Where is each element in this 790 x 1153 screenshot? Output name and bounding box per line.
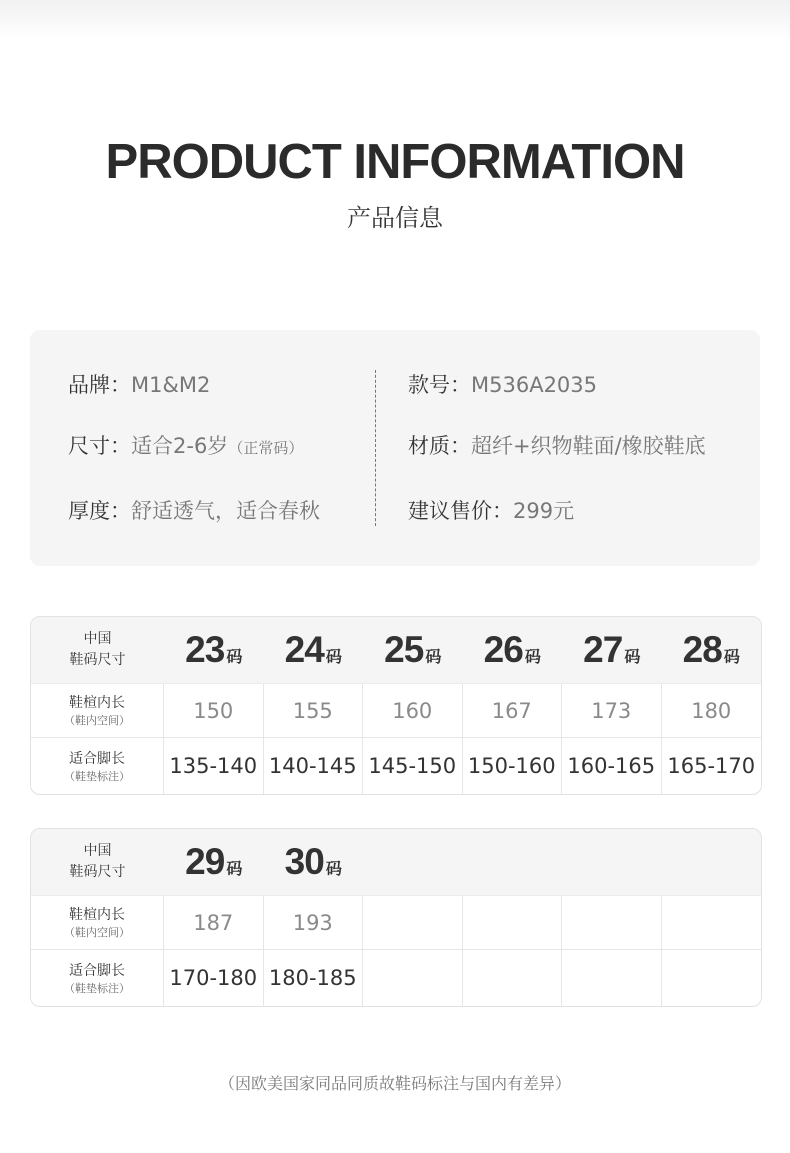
size-unit: 码 bbox=[325, 646, 342, 666]
empty-header-cell bbox=[463, 829, 563, 896]
brand-label: 品牌： bbox=[68, 373, 131, 397]
empty-cell bbox=[463, 896, 563, 950]
inner-length-value: 187 bbox=[193, 910, 234, 935]
inner-length-cell bbox=[264, 896, 364, 950]
foot-length-cell bbox=[363, 738, 463, 794]
page-subtitle: 产品信息 bbox=[347, 204, 443, 232]
size-header-cell bbox=[662, 617, 762, 684]
product-info-card bbox=[30, 330, 760, 566]
size-note: （正常码） bbox=[228, 439, 304, 457]
material-label: 材质： bbox=[408, 434, 471, 458]
model-label: 款号： bbox=[408, 373, 471, 397]
header-label-cell bbox=[31, 617, 164, 684]
empty-cell bbox=[562, 950, 662, 1006]
header-label-line2: 鞋码尺寸 bbox=[69, 652, 126, 668]
size-header-cell bbox=[164, 617, 264, 684]
foot-length-label-cell bbox=[31, 950, 164, 1006]
size-unit: 码 bbox=[624, 646, 641, 666]
inner-length-label: 鞋楦内长 bbox=[69, 695, 125, 711]
size-unit: 码 bbox=[524, 646, 541, 666]
top-shade bbox=[0, 0, 790, 40]
size-header-cell bbox=[264, 617, 364, 684]
inner-length-cell bbox=[264, 684, 364, 738]
footnote: （因欧美国家同品同质故鞋码标注与国内有差异） bbox=[218, 1074, 571, 1093]
size-row bbox=[68, 431, 303, 463]
inner-length-value: 150 bbox=[193, 698, 234, 723]
inner-length-label: 鞋楦内长 bbox=[69, 907, 125, 923]
foot-length-value: 150-160 bbox=[467, 754, 556, 778]
empty-cell bbox=[363, 896, 463, 950]
foot-length-cell bbox=[562, 738, 662, 794]
inner-length-cell bbox=[363, 684, 463, 738]
header-label-line1: 中国 bbox=[83, 631, 112, 647]
price-label: 建议售价： bbox=[408, 499, 513, 523]
inner-length-cell bbox=[164, 684, 264, 738]
size-unit: 码 bbox=[226, 646, 243, 666]
header-label-line2: 鞋码尺寸 bbox=[69, 864, 126, 880]
foot-length-label: 适合脚长 bbox=[69, 962, 125, 979]
foot-length-value: 160-165 bbox=[567, 754, 656, 778]
foot-length-sublabel: （鞋垫标注） bbox=[64, 981, 130, 995]
foot-length-value: 165-170 bbox=[667, 754, 756, 778]
foot-length-cell bbox=[264, 950, 364, 1006]
size-number: 27 bbox=[583, 629, 623, 670]
foot-length-cell bbox=[463, 738, 563, 794]
size-value: 适合2-6岁 bbox=[131, 434, 229, 458]
inner-length-value: 180 bbox=[691, 698, 732, 723]
foot-length-label-cell bbox=[31, 738, 164, 794]
thickness-label: 厚度： bbox=[68, 499, 131, 523]
inner-length-label-cell bbox=[31, 896, 164, 950]
size-header-cell bbox=[164, 829, 264, 896]
inner-length-sublabel: （鞋内空间） bbox=[64, 714, 130, 727]
size-table-2 bbox=[30, 828, 762, 1007]
size-number: 23 bbox=[185, 629, 225, 670]
inner-length-value: 155 bbox=[292, 698, 333, 723]
size-table-1 bbox=[30, 616, 762, 795]
info-divider bbox=[375, 370, 376, 526]
size-header-cell bbox=[463, 617, 563, 684]
thickness-row bbox=[68, 496, 320, 526]
size-number: 30 bbox=[284, 841, 324, 882]
empty-header-cell bbox=[662, 829, 762, 896]
model-value: M536A2035 bbox=[471, 373, 598, 397]
page-title: PRODUCT INFORMATION bbox=[105, 135, 685, 189]
foot-length-value: 170-180 bbox=[169, 966, 258, 990]
empty-cell bbox=[463, 950, 563, 1006]
size-number: 28 bbox=[682, 629, 722, 670]
foot-length-cell bbox=[264, 738, 364, 794]
foot-length-sublabel: （鞋垫标注） bbox=[64, 769, 130, 783]
empty-header-cell bbox=[363, 829, 463, 896]
foot-length-cell bbox=[164, 950, 264, 1006]
inner-length-sublabel: （鞋内空间） bbox=[64, 926, 130, 939]
size-unit: 码 bbox=[325, 858, 342, 878]
empty-cell bbox=[363, 950, 463, 1006]
header-label-line1: 中国 bbox=[83, 843, 112, 859]
foot-length-value: 135-140 bbox=[169, 754, 258, 778]
size-unit: 码 bbox=[723, 646, 740, 666]
price-row bbox=[408, 496, 574, 526]
size-header-cell bbox=[363, 617, 463, 684]
size-header-cell bbox=[562, 617, 662, 684]
thickness-value: 舒适透气，适合春秋 bbox=[131, 499, 320, 523]
foot-length-cell bbox=[164, 738, 264, 794]
inner-length-cell bbox=[562, 684, 662, 738]
size-number: 29 bbox=[185, 841, 225, 882]
foot-length-value: 140-145 bbox=[268, 754, 357, 778]
empty-header-cell bbox=[562, 829, 662, 896]
brand-row bbox=[68, 370, 210, 400]
material-value: 超纤+织物鞋面/橡胶鞋底 bbox=[471, 434, 706, 458]
inner-length-cell bbox=[662, 684, 762, 738]
inner-length-label-cell bbox=[31, 684, 164, 738]
model-row bbox=[408, 370, 597, 400]
size-header-cell bbox=[264, 829, 364, 896]
inner-length-cell bbox=[463, 684, 563, 738]
size-unit: 码 bbox=[226, 858, 243, 878]
inner-length-value: 193 bbox=[292, 910, 333, 935]
inner-length-cell bbox=[164, 896, 264, 950]
size-number: 25 bbox=[384, 629, 424, 670]
empty-cell bbox=[662, 950, 762, 1006]
foot-length-label: 适合脚长 bbox=[69, 750, 125, 767]
size-unit: 码 bbox=[425, 646, 442, 666]
material-row bbox=[408, 431, 706, 461]
size-number: 26 bbox=[483, 629, 523, 670]
size-number: 24 bbox=[284, 629, 324, 670]
size-label: 尺寸： bbox=[68, 434, 131, 458]
foot-length-cell bbox=[662, 738, 762, 794]
foot-length-value: 145-150 bbox=[368, 754, 457, 778]
brand-value: M1&M2 bbox=[131, 373, 211, 397]
empty-cell bbox=[562, 896, 662, 950]
inner-length-value: 173 bbox=[591, 698, 632, 723]
price-value: 299元 bbox=[513, 499, 575, 523]
inner-length-value: 167 bbox=[491, 698, 532, 723]
header-label-cell bbox=[31, 829, 164, 896]
foot-length-value: 180-185 bbox=[268, 966, 357, 990]
inner-length-value: 160 bbox=[392, 698, 433, 723]
empty-cell bbox=[662, 896, 762, 950]
